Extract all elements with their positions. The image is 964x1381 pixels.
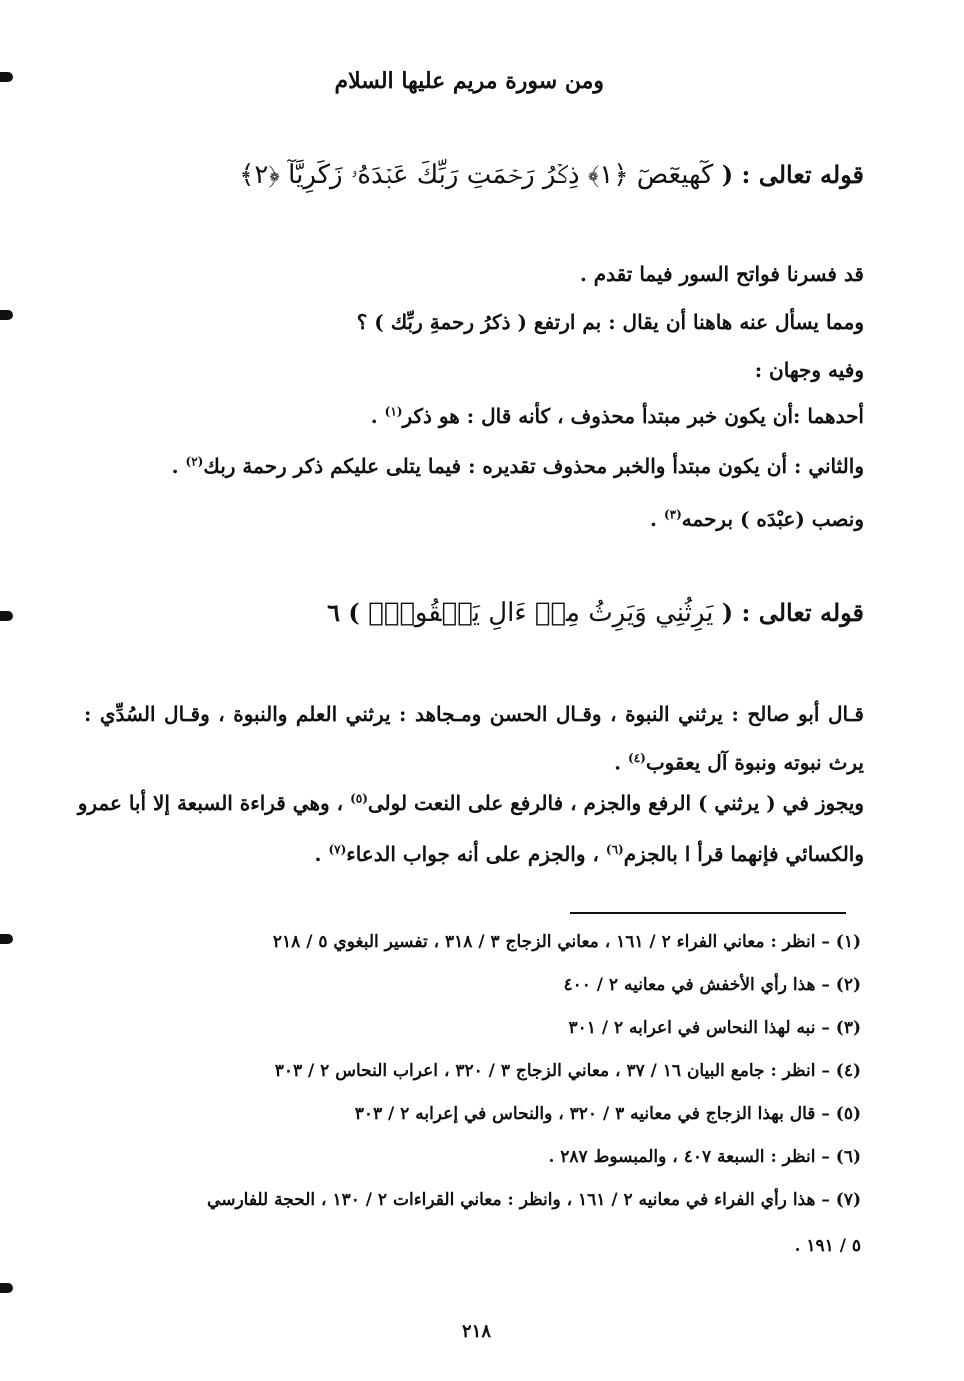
text-span: . — [370, 404, 385, 428]
text-span: ومما يسأل عنه هاهنا أن يقال : بم ارتفع ( — [517, 310, 864, 334]
footnote: (٢) – هذا رأي الأخفش في معانيه ٢ / ٤٠٠ — [563, 975, 861, 995]
footnote: (٦) – انظر : السبعة ٤٠٧ ، والمبسوط ٢٨٧ . — [548, 1147, 861, 1167]
paragraph: قد فسرنا فواتح السور فيما تقدم . — [579, 262, 864, 286]
paragraph — [84, 692, 864, 785]
text-span: والكسائي فإنهما قرأ ا بالجزم — [623, 842, 864, 866]
verse-heading-1 — [239, 160, 864, 191]
footnote: (٧) – هذا رأي الفراء في معانيه ٢ / ١٦١ ، وانظر : معاني القراءات ٢ / ١٣٠ ، الحجة للفارسي — [207, 1190, 861, 1210]
paragraph — [357, 310, 864, 334]
paragraph — [78, 791, 864, 815]
verse-intro: قوله تعالى : ( — [721, 598, 864, 627]
text-span: والثاني : أن يكون مبتدأ والخبر محذوف تقديره : فيما يتلى عليكم ذكر رحمة ربك — [203, 454, 864, 478]
footnote-ref[interactable]: (٣) — [663, 507, 682, 522]
margin-mark — [0, 611, 13, 621]
footnote-ref[interactable]: (٢) — [185, 454, 204, 469]
footnote-ref[interactable]: (١) — [384, 404, 403, 419]
page-title: ومن سورة مريم عليها السلام — [334, 68, 604, 94]
margin-mark — [0, 1283, 13, 1293]
text-span: . — [650, 507, 664, 531]
paragraph — [371, 404, 864, 428]
verse-close: ) ٦ — [327, 598, 360, 627]
paragraph — [315, 842, 864, 866]
text-span: ، وهي قراءة السبعة إلا أبا عمرو — [77, 791, 351, 815]
text-span: ، والجزم على أنه جواب الدعاء — [346, 842, 606, 866]
footnote: (١) – انظر : معاني الفراء ٢ / ١٦١ ، معاني الزجاج ٣ / ٣١٨ ، تفسير البغوي ٥ / ٢١٨ — [272, 932, 861, 952]
text-span: . — [171, 454, 186, 478]
text-span: أحدهما :أن يكون خبر مبتدأ محذوف ، كأنه قال : هو ذكر — [402, 404, 864, 428]
footnote: (٣) – نبه لهذا النحاس في اعرابه ٢ / ٣٠١ — [568, 1018, 861, 1038]
verse-heading-2 — [327, 598, 864, 628]
quran-text: كٓهيعٓصٓ ﴿١﴾ ذِكۡرُ رَحۡمَتِ رَبِّكَ عَبۡدَهُۥ زَكَرِيَّآ ﴿٢﴾ — [239, 160, 714, 190]
footnote: ٥ / ١٩١ . — [794, 1236, 861, 1256]
footnote: (٥) – قال بهذا الزجاج في معانيه ٣ / ٣٢٠ ، والنحاس في إعرابه ٢ / ٣٠٣ — [354, 1104, 861, 1124]
footnote-ref[interactable]: (٤) — [628, 751, 646, 765]
paragraph — [172, 454, 864, 478]
margin-mark — [0, 72, 13, 82]
text-span: . — [614, 750, 629, 775]
footnote-divider — [570, 912, 846, 914]
text-span: . — [314, 842, 329, 866]
footnote-ref[interactable]: (٧) — [328, 842, 347, 857]
quran-text: يَرِثُنِي وَيَرِثُ مِنۡ ءَالِ يَعۡقُوبَۖ — [368, 598, 714, 628]
verse-intro: قوله تعالى : ( — [721, 160, 864, 189]
text-span: ونصب (عبْدَه ) برحمه — [681, 507, 864, 531]
footnote: (٤) – انظر : جامع البيان ١٦ / ٣٧ ، معاني الزجاج ٣ / ٣٢٠ ، اعراب النحاس ٢ / ٣٠٣ — [274, 1061, 861, 1081]
quoted-phrase: ذكرُ رحمةِ ربِّك — [383, 310, 518, 334]
footnote-ref[interactable]: (٥) — [350, 791, 368, 806]
footnote-ref[interactable]: (٦) — [605, 842, 624, 857]
margin-mark — [0, 310, 13, 320]
text-span: قـال أبو صالح : يرثني النبوة ، وقـال الحسن ومـجاهد : يرثني العلم والنبوة ، وقـال السُدِّي : يرث نبوته ونبوة آل يعقوب — [84, 702, 864, 775]
page-number: ٢١٨ — [462, 1321, 492, 1342]
margin-mark — [0, 934, 13, 944]
paragraph — [650, 507, 864, 531]
text-span: ويجوز في ( يرثني ) الرفع والجزم ، فالرفع على النعت لولى — [367, 791, 864, 815]
text-span: ) ؟ — [356, 310, 384, 334]
paragraph: وفيه وجهان : — [754, 358, 864, 382]
